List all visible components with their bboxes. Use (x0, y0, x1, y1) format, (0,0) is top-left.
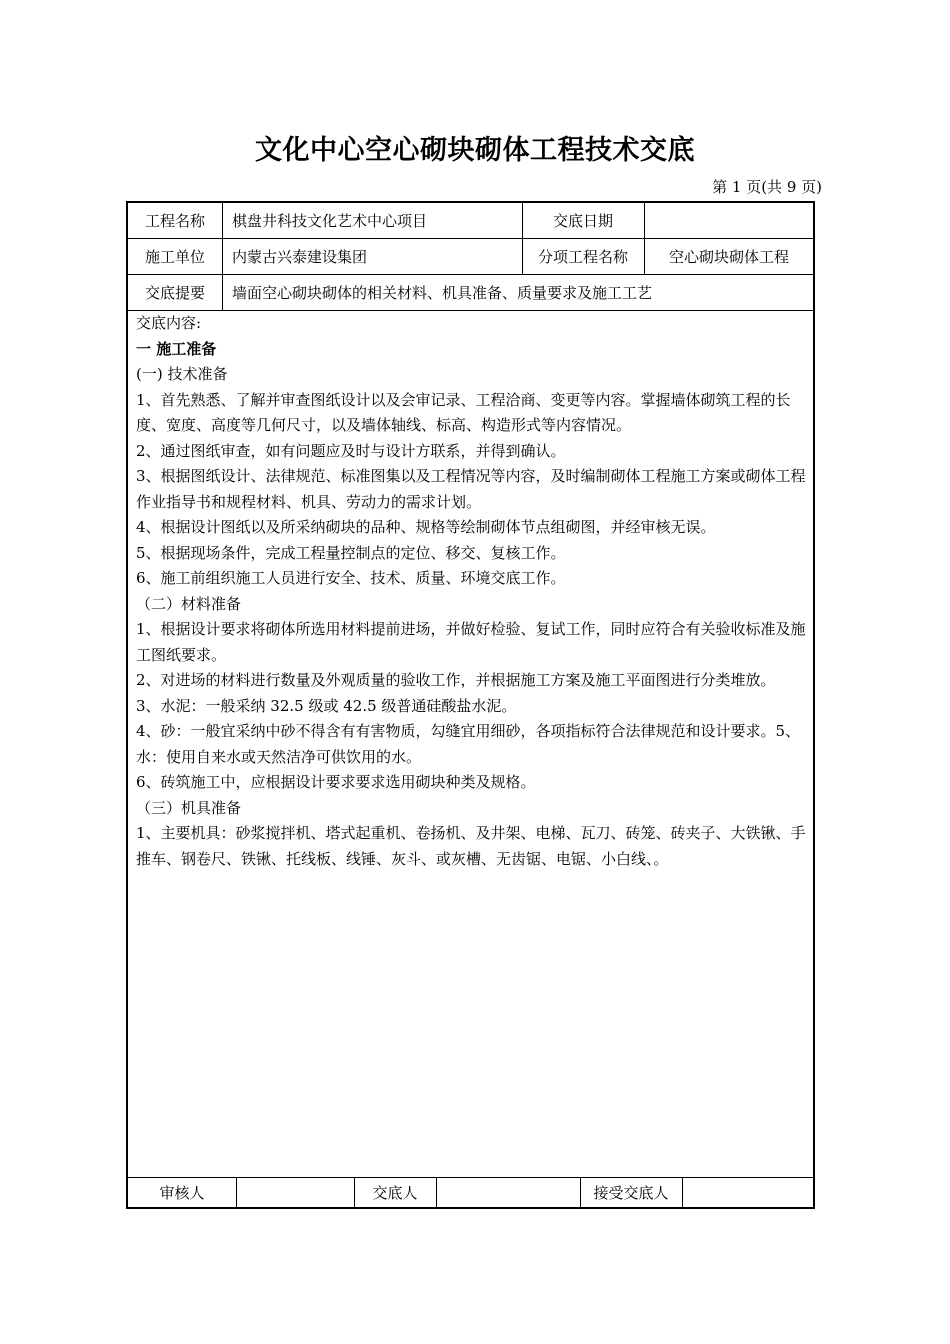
content-lines (136, 337, 808, 873)
content-intro: 交底内容: (136, 314, 202, 332)
content-paragraph: (一) 技术准备 (136, 365, 228, 383)
project-name-label: 工程名称 (144, 212, 205, 230)
header-row-unit (128, 239, 813, 275)
content-paragraph: （三）机具准备 (136, 798, 242, 817)
header-row-project (128, 203, 813, 239)
content-paragraph: 4、砂：一般宜采纳中砂不得含有有害物质，勾缝宜用细砂，各项指标符合法律规范和设计要求。5、水：使用自来水或天然洁净可供饮用的水。 (136, 722, 801, 766)
content-paragraph: 4、根据设计图纸以及所采纳砌块的品种、规格等绘制砌体节点组砌图，并经审核无误。 (136, 518, 716, 536)
content-paragraph: （二）材料准备 (136, 594, 242, 613)
content-paragraph: 6、砖筑施工中，应根据设计要求要求选用砌块种类及规格。 (136, 773, 536, 791)
content-paragraph: 1、首先熟悉、了解并审查图纸设计以及会审记录、工程洽商、变更等内容。掌握墙体砌筑工程的长度、宽度、高度等几何尺寸，以及墙体轴线、标高、构造形式等内容情况。 (136, 390, 791, 434)
discloser-label: 交底人 (372, 1184, 418, 1202)
content-paragraph: 2、通过图纸审查，如有问题应及时与设计方联系，并得到确认。 (136, 441, 566, 460)
project-name-value: 棋盘井科技文化艺术中心项目 (232, 212, 428, 230)
header-row-summary (128, 275, 813, 311)
receiver-value (682, 1178, 812, 1207)
summary-label: 交底提要 (144, 284, 205, 302)
disclosure-form (126, 201, 815, 1209)
reviewer-value (236, 1178, 354, 1207)
content-paragraph: 1、主要机具：砂浆搅拌机、塔式起重机、卷扬机、及井架、电梯、瓦刀、砖笼、砖夹子、大铁锹、手推车、钢卷尺、铁锹、托线板、线锤、灰斗、或灰槽、无齿锯、电锯、小白线、。 (136, 824, 806, 868)
page-number: 第 1 页(共 9 页) (712, 178, 822, 196)
reviewer-label: 审核人 (159, 1184, 205, 1202)
date-label: 交底日期 (552, 212, 613, 230)
content-paragraph: 2、对进场的材料进行数量及外观质量的验收工作，并根据施工方案及施工平面图进行分类堆放。 (136, 671, 776, 689)
unit-value: 内蒙古兴泰建设集团 (232, 248, 368, 266)
summary-value: 墙面空心砌块砌体的相关材料、机具准备、质量要求及施工工艺 (232, 284, 653, 302)
content-paragraph: 1、根据设计要求将砌体所选用材料提前进场，并做好检验、复试工作，同时应符合有关验收标准及施工图纸要求。 (136, 620, 806, 664)
unit-label: 施工单位 (144, 248, 205, 266)
discloser-value (436, 1178, 580, 1207)
document-title: 文化中心空心砌块砌体工程技术交底 (255, 135, 695, 166)
date-value (644, 203, 814, 238)
content-paragraph: 3、根据图纸设计、法律规范、标准图集以及工程情况等内容，及时编制砌体工程施工方案或砌体工程作业指导书和规程材料、机具、劳动力的需求计划。 (136, 467, 806, 511)
receiver-label: 接受交底人 (593, 1184, 669, 1202)
signature-row (128, 1177, 813, 1207)
content-paragraph: 6、施工前组织施工人员进行安全、技术、质量、环境交底工作。 (136, 569, 566, 587)
sub-project-value: 空心砌块砌体工程 (668, 248, 789, 266)
section-heading: 一 施工准备 (136, 339, 217, 358)
disclosure-content (136, 311, 808, 872)
content-paragraph: 3、水泥：一般采纳 32.5 级或 42.5 级普通硅酸盐水泥。 (136, 696, 517, 715)
content-paragraph: 5、根据现场条件，完成工程量控制点的定位、移交、复核工作。 (136, 543, 566, 562)
sub-project-label: 分项工程名称 (537, 248, 628, 266)
